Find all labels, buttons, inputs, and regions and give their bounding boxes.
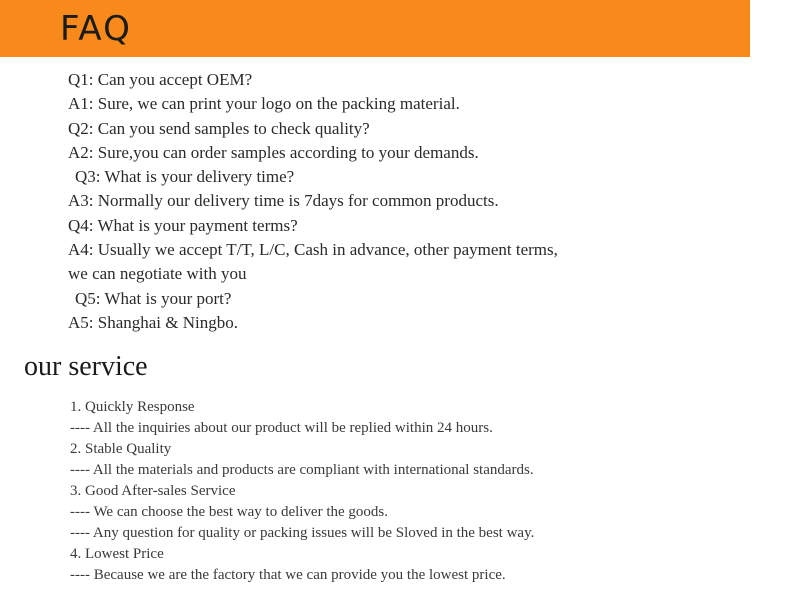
faq-answer-5: A5: Shanghai & Ningbo. bbox=[68, 312, 238, 332]
faq-banner bbox=[0, 0, 750, 57]
service-item-detail-3b: ---- Any question for quality or packing issues will be Sloved in the best way. bbox=[70, 525, 535, 541]
faq-question-4: Q4: What is your payment terms? bbox=[68, 215, 298, 235]
service-item-title-3: 3. Good After-sales Service bbox=[70, 483, 236, 499]
faq-answer-4: A4: Usually we accept T/T, L/C, Cash in advance, other payment terms, bbox=[68, 240, 558, 260]
service-item-detail-3a: ---- We can choose the best way to deliver the goods. bbox=[70, 504, 388, 520]
faq-list bbox=[68, 68, 768, 335]
faq-answer-3: A3: Normally our delivery time is 7days for common products. bbox=[68, 191, 499, 211]
service-list bbox=[70, 397, 770, 586]
service-item-title-4: 4. Lowest Price bbox=[70, 546, 164, 562]
service-item-title-1: 1. Quickly Response bbox=[70, 399, 195, 415]
faq-question-5: Q5: What is your port? bbox=[75, 288, 232, 308]
service-item-detail-1: ---- All the inquiries about our product will be replied within 24 hours. bbox=[70, 420, 493, 436]
faq-answer-4-continued: we can negotiate with you bbox=[68, 264, 247, 284]
faq-answer-1: A1: Sure, we can print your logo on the packing material. bbox=[68, 94, 460, 114]
faq-question-3: Q3: What is your delivery time? bbox=[75, 167, 295, 187]
service-heading: our service bbox=[24, 351, 148, 382]
faq-answer-2: A2: Sure,you can order samples according to your demands. bbox=[68, 142, 479, 162]
service-item-detail-2: ---- All the materials and products are compliant with international standards. bbox=[70, 462, 534, 478]
faq-heading: FAQ bbox=[60, 9, 132, 49]
faq-question-1: Q1: Can you accept OEM? bbox=[68, 70, 253, 89]
service-item-title-2: 2. Stable Quality bbox=[70, 441, 172, 457]
service-item-detail-4: ---- Because we are the factory that we can provide you the lowest price. bbox=[70, 567, 506, 583]
faq-question-2: Q2: Can you send samples to check quality? bbox=[68, 118, 370, 138]
